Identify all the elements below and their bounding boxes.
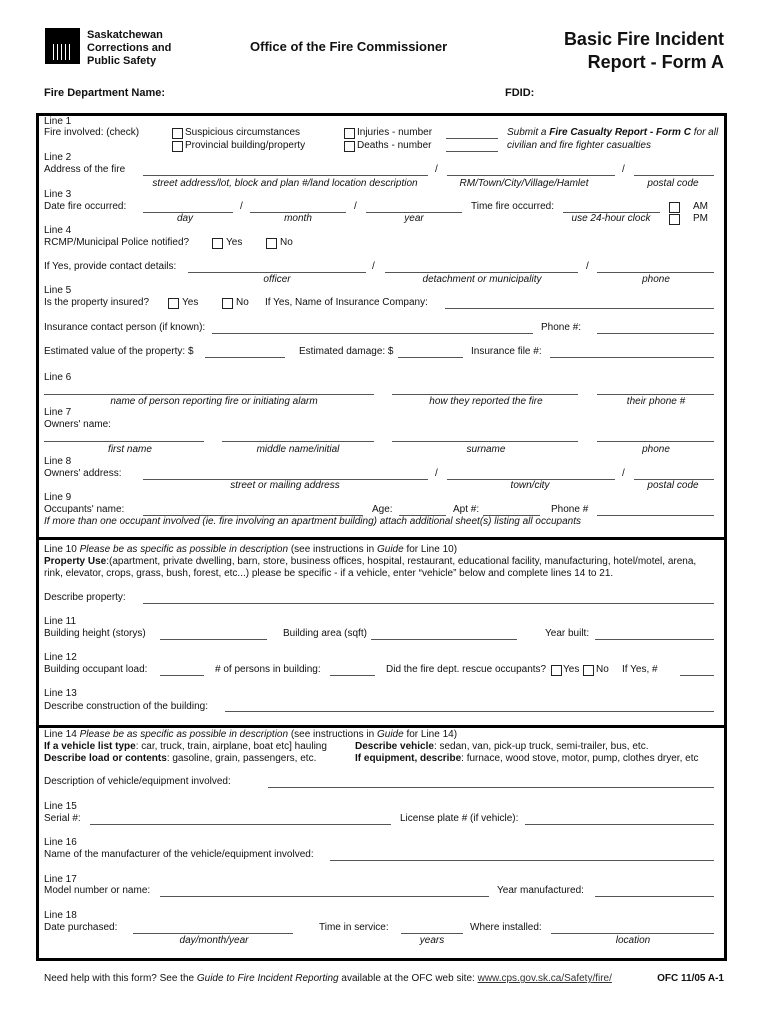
- line-label: Line 2: [44, 152, 72, 163]
- line-label: Line 15: [44, 801, 77, 812]
- help-text: Need help with this form? See the Guide to Fire Incident Reporting available at the OFC web site: www.cps.gov.sk.ca/Safety/fire/: [44, 973, 612, 984]
- vehicle-description-field[interactable]: [268, 787, 714, 788]
- insured-yes-checkbox[interactable]: [168, 298, 179, 309]
- caption: years: [419, 935, 445, 946]
- am-checkbox[interactable]: [669, 202, 680, 213]
- persons-field[interactable]: [330, 675, 375, 676]
- wheat-sheaf-logo-icon: [45, 28, 80, 64]
- occupant-phone-field[interactable]: [597, 515, 714, 516]
- pm-label: PM: [693, 213, 708, 224]
- property-use-text: rink, elevator, crops, grass, bush, forest, etc...) please be specific - if a vehicle, enter “vehicle” below and complete lines 14 to 21.: [44, 568, 614, 579]
- rescued-number-field[interactable]: [680, 675, 714, 676]
- describe-property-field[interactable]: [143, 603, 714, 604]
- casualty-note: Submit a Fire Casualty Report - Form C for all: [507, 127, 719, 138]
- building-area-label: Building area (sqft): [283, 628, 367, 639]
- date-purchased-label: Date purchased:: [44, 922, 118, 933]
- section-divider: [36, 537, 727, 540]
- line-label: Line 7: [44, 407, 72, 418]
- caption: surname: [466, 444, 506, 455]
- caption: first name: [108, 444, 152, 455]
- line-label: Line 3: [44, 189, 72, 200]
- date-label: Date fire occurred:: [44, 201, 127, 212]
- property-value-label: Estimated value of the property: $: [44, 346, 194, 357]
- insurance-company-label: If Yes, Name of Insurance Company:: [265, 297, 428, 308]
- detachment-field[interactable]: [385, 272, 578, 273]
- casualty-note: civilian and fire fighter casualties: [507, 140, 651, 151]
- line-label: Line 1: [44, 116, 72, 127]
- first-name-field[interactable]: [44, 441, 204, 442]
- caption: RM/Town/City/Village/Hamlet: [459, 178, 589, 189]
- owners-address-label: Owners' address:: [44, 468, 122, 479]
- construction-field[interactable]: [225, 711, 714, 712]
- caption: phone: [642, 444, 670, 455]
- time-label: Time fire occurred:: [471, 201, 554, 212]
- separator: /: [240, 201, 243, 212]
- separator: /: [354, 201, 357, 212]
- insurance-contact-label: Insurance contact person (if known):: [44, 322, 206, 333]
- deaths-number-field[interactable]: [446, 151, 498, 152]
- caption: town/city: [510, 480, 550, 491]
- owner-phone-field[interactable]: [597, 441, 714, 442]
- line-label: Line 6: [44, 372, 72, 383]
- persons-label: # of persons in building:: [215, 664, 321, 675]
- caption: month: [284, 213, 312, 224]
- rescue-no-checkbox[interactable]: [583, 665, 594, 676]
- insurance-file-label: Insurance file #:: [471, 346, 542, 357]
- caption: detachment or municipality: [422, 274, 542, 285]
- reporter-name-field[interactable]: [44, 394, 374, 395]
- insurance-company-field[interactable]: [445, 308, 714, 309]
- insured-label: Is the property insured?: [44, 297, 150, 308]
- deaths-label: Deaths - number: [357, 140, 432, 151]
- rescue-label: Did the fire dept. rescue occupants?: [386, 664, 547, 675]
- caption: name of person reporting fire or initiating alarm: [110, 396, 318, 407]
- year-manufactured-label: Year manufactured:: [497, 885, 584, 896]
- fire-department-name-label: Fire Department Name:: [44, 87, 166, 99]
- pm-checkbox[interactable]: [669, 214, 680, 225]
- injuries-checkbox[interactable]: [344, 128, 355, 139]
- section-divider: [36, 725, 727, 728]
- line14-heading: Line 14 Please be as specific as possible in description (see instructions in Guide for Line 14): [44, 729, 458, 740]
- date-purchased-field[interactable]: [133, 933, 293, 934]
- line-label: Line 4: [44, 225, 72, 236]
- caption: year: [404, 213, 424, 224]
- form-title: Report - Form A: [587, 52, 724, 72]
- suspicious-label: Suspicious circumstances: [185, 127, 301, 138]
- caption: street address/lot, block and plan #/land location description: [152, 178, 418, 189]
- separator: /: [622, 468, 625, 479]
- equipment-text: If equipment, describe: furnace, wood stove, motor, pump, clothes dryer, etc: [355, 753, 699, 764]
- caption: postal code: [647, 178, 699, 189]
- separator: /: [622, 164, 625, 175]
- no-label: No: [596, 664, 609, 675]
- police-yes-checkbox[interactable]: [212, 238, 223, 249]
- time-in-service-label: Time in service:: [319, 922, 389, 933]
- separator: /: [586, 261, 589, 272]
- line-label: Line 12: [44, 652, 77, 663]
- caption: phone: [642, 274, 670, 285]
- year-built-field[interactable]: [595, 639, 714, 640]
- license-plate-label: License plate # (if vehicle):: [400, 813, 519, 824]
- line10-heading: Line 10 Please be as specific as possible in description (see instructions in Guide for Line 10): [44, 544, 458, 555]
- occupants-name-label: Occupants' name:: [44, 504, 125, 515]
- apt-label: Apt #:: [453, 504, 480, 515]
- injuries-number-field[interactable]: [446, 138, 498, 139]
- contact-label: If Yes, provide contact details:: [44, 261, 177, 272]
- caption: day: [176, 213, 194, 224]
- phone-label: Phone #:: [541, 322, 582, 333]
- org-name: Corrections and: [87, 42, 172, 54]
- report-method-field[interactable]: [392, 394, 578, 395]
- suspicious-checkbox[interactable]: [172, 128, 183, 139]
- vehicle-description-label: Description of vehicle/equipment involved:: [44, 776, 231, 787]
- deaths-checkbox[interactable]: [344, 141, 355, 152]
- street-address-field[interactable]: [143, 175, 428, 176]
- insured-no-checkbox[interactable]: [222, 298, 233, 309]
- yes-label: Yes: [182, 297, 199, 308]
- insurance-file-field[interactable]: [550, 357, 714, 358]
- middle-name-field[interactable]: [222, 441, 374, 442]
- occupants-note: If more than one occupant involved (ie. fire involving an apartment building) attach additional sheet(s) listing all occupants: [44, 516, 581, 527]
- surname-field[interactable]: [392, 441, 578, 442]
- reporter-phone-field[interactable]: [597, 394, 714, 395]
- caption: use 24-hour clock: [571, 213, 651, 224]
- rescue-yes-checkbox[interactable]: [551, 665, 562, 676]
- line-label: Line 17: [44, 874, 77, 885]
- describe-vehicle-text: Describe vehicle: sedan, van, pick-up truck, semi-trailer, bus, etc.: [355, 741, 649, 752]
- caption: how they reported the fire: [429, 396, 543, 407]
- where-installed-field[interactable]: [551, 933, 714, 934]
- construction-label: Describe construction of the building:: [44, 701, 208, 712]
- injuries-label: Injuries - number: [357, 127, 433, 138]
- caption: postal code: [647, 480, 699, 491]
- form-title: Basic Fire Incident: [563, 29, 724, 49]
- provincial-label: Provincial building/property: [185, 140, 306, 151]
- occupant-load-field[interactable]: [160, 675, 204, 676]
- time-in-service-field[interactable]: [401, 933, 463, 934]
- ofc-website-link[interactable]: www.cps.gov.sk.ca/Safety/fire/: [477, 973, 612, 984]
- town-field[interactable]: [447, 175, 615, 176]
- owners-name-label: Owners' name:: [44, 419, 111, 430]
- license-plate-field[interactable]: [525, 824, 714, 825]
- form-code: OFC 11/05 A-1: [657, 973, 724, 984]
- year-built-label: Year built:: [545, 628, 590, 639]
- caption: location: [615, 935, 651, 946]
- police-phone-field[interactable]: [597, 272, 714, 273]
- postal-code-field[interactable]: [634, 175, 714, 176]
- yes-label: Yes: [226, 237, 243, 248]
- caption: officer: [263, 274, 291, 285]
- yes-label: Yes: [563, 664, 580, 675]
- am-label: AM: [693, 201, 708, 212]
- property-value-field[interactable]: [205, 357, 285, 358]
- model-field[interactable]: [160, 896, 489, 897]
- org-name: Public Safety: [87, 55, 157, 67]
- serial-field[interactable]: [90, 824, 391, 825]
- damage-field[interactable]: [398, 357, 463, 358]
- load-contents-text: Describe load or contents: gasoline, grain, passengers, etc.: [44, 753, 317, 764]
- damage-label: Estimated damage: $: [299, 346, 394, 357]
- line-label: Line 13: [44, 688, 77, 699]
- fire-involved-label: Fire involved: (check): [44, 127, 140, 138]
- no-label: No: [280, 237, 293, 248]
- line-label: Line 16: [44, 837, 77, 848]
- separator: /: [435, 164, 438, 175]
- building-area-field[interactable]: [371, 639, 517, 640]
- caption: middle name/initial: [256, 444, 340, 455]
- age-label: Age:: [372, 504, 393, 515]
- building-height-field[interactable]: [160, 639, 267, 640]
- rescued-number-label: If Yes, #: [622, 664, 658, 675]
- org-name: Saskatchewan: [87, 29, 163, 41]
- caption: their phone #: [626, 396, 686, 407]
- line-label: Line 8: [44, 456, 72, 467]
- insurance-phone-field[interactable]: [597, 333, 714, 334]
- caption: day/month/year: [179, 935, 249, 946]
- officer-field[interactable]: [188, 272, 366, 273]
- where-installed-label: Where installed:: [470, 922, 542, 933]
- occupant-load-label: Building occupant load:: [44, 664, 148, 675]
- property-use-text: Property Use:(apartment, private dwelling, barn, store, business offices, hospital, restaurant, educational facility, manufacturing, hotel/motel, arena,: [44, 556, 697, 567]
- phone-label: Phone #: [551, 504, 589, 515]
- model-label: Model number or name:: [44, 885, 151, 896]
- vehicle-type-text: If a vehicle list type: car, truck, train, airplane, boat etc] hauling: [44, 741, 327, 752]
- serial-label: Serial #:: [44, 813, 81, 824]
- manufacturer-label: Name of the manufacturer of the vehicle/equipment involved:: [44, 849, 314, 860]
- police-label: RCMP/Municipal Police notified?: [44, 237, 190, 248]
- police-no-checkbox[interactable]: [266, 238, 277, 249]
- insurance-contact-field[interactable]: [212, 333, 533, 334]
- separator: /: [435, 468, 438, 479]
- no-label: No: [236, 297, 249, 308]
- office-name: Office of the Fire Commissioner: [250, 39, 448, 54]
- line-label: Line 9: [44, 492, 72, 503]
- describe-property-label: Describe property:: [44, 592, 126, 603]
- caption: street or mailing address: [230, 480, 340, 491]
- manufacturer-field[interactable]: [330, 860, 714, 861]
- line-label: Line 5: [44, 285, 72, 296]
- line-label: Line 18: [44, 910, 77, 921]
- building-height-label: Building height (storys): [44, 628, 146, 639]
- address-label: Address of the fire: [44, 164, 126, 175]
- provincial-checkbox[interactable]: [172, 141, 183, 152]
- line-label: Line 11: [44, 616, 77, 627]
- year-manufactured-field[interactable]: [595, 896, 714, 897]
- fdid-label: FDID:: [505, 87, 535, 99]
- separator: /: [372, 261, 375, 272]
